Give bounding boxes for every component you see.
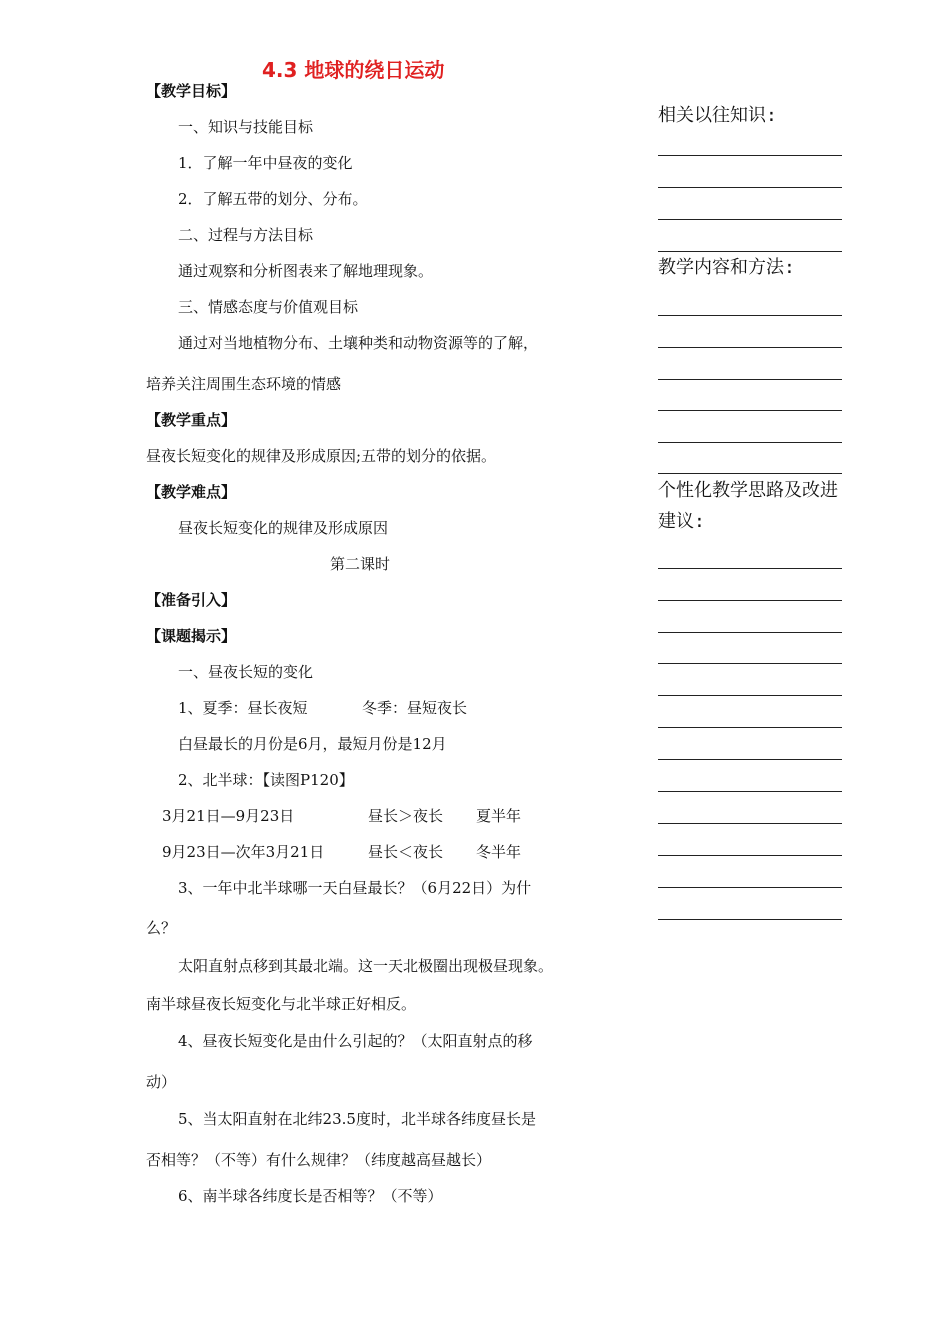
write-line: [658, 410, 842, 411]
date-range: 9月23日—次年3月21日: [162, 843, 325, 861]
write-line: [658, 379, 842, 380]
side-label-personal-ideas: 个性化教学思路及改进: [658, 480, 838, 501]
half-year-label: 夏半年: [476, 807, 522, 825]
text-line: 3、一年中北半球哪一天白昼最长？（6月22日）为什: [178, 879, 532, 897]
write-line: [658, 791, 842, 792]
write-line: [658, 887, 842, 888]
date-range: 3月21日—9月23日: [162, 807, 295, 825]
text-line: 么？: [146, 919, 177, 937]
text-line: 一、昼夜长短的变化: [178, 663, 314, 681]
text-line: 动）: [146, 1073, 177, 1091]
write-line: [658, 347, 842, 348]
side-label-suggestions: 建议:: [658, 511, 705, 532]
write-line: [658, 442, 842, 443]
text-line: 昼夜长短变化的规律及形成原因;五带的划分的依据。: [146, 447, 497, 465]
day-night-relation: 昼长＞夜长: [368, 807, 444, 825]
text-line: 1．了解一年中昼夜的变化: [178, 154, 353, 172]
half-year-label: 冬半年: [476, 843, 522, 861]
write-line: [658, 727, 842, 728]
text-line: 白昼最长的月份是6月，最短月份是12月: [178, 735, 447, 753]
text-line: 南半球昼夜长短变化与北半球正好相反。: [146, 995, 417, 1013]
write-line: [658, 632, 842, 633]
lesson-label: 第二课时: [330, 555, 391, 573]
write-line: [658, 919, 842, 920]
write-line: [658, 187, 842, 188]
text-line: 否相等？（不等）有什么规律？（纬度越高昼越长）: [146, 1151, 492, 1169]
write-line: [658, 855, 842, 856]
text-line: 1、夏季：昼长夜短: [178, 699, 308, 717]
write-line: [658, 568, 842, 569]
write-line: [658, 251, 842, 252]
text-line: 2、北半球：【读图P120】: [178, 771, 354, 789]
write-line: [658, 823, 842, 824]
heading-intro: 【准备引入】: [146, 591, 237, 609]
text-line: 三、情感态度与价值观目标: [178, 298, 359, 316]
write-line: [658, 155, 842, 156]
text-line: 冬季：昼短夜长: [362, 699, 468, 717]
write-line: [658, 473, 842, 474]
day-night-relation: 昼长＜夜长: [368, 843, 444, 861]
text-line: 6、南半球各纬度长是否相等？（不等）: [178, 1187, 443, 1205]
text-line: 昼夜长短变化的规律及形成原因: [178, 519, 389, 537]
heading-teaching-goals: 【教学目标】: [146, 82, 237, 100]
side-label-prior-knowledge: 相关以往知识:: [658, 105, 777, 126]
write-line: [658, 663, 842, 664]
text-line: 通过对当地植物分布、土壤种类和动物资源等的了解，: [178, 334, 539, 352]
text-line: 5、当太阳直射在北纬23.5度时，北半球各纬度昼长是: [178, 1110, 536, 1128]
text-line: 二、过程与方法目标: [178, 226, 314, 244]
text-line: 2．了解五带的划分、分布。: [178, 190, 368, 208]
text-line: 通过观察和分析图表来了解地理现象。: [178, 262, 434, 280]
heading-difficulties: 【教学难点】: [146, 483, 237, 501]
write-line: [658, 759, 842, 760]
heading-key-points: 【教学重点】: [146, 411, 237, 429]
text-line: 一、知识与技能目标: [178, 118, 314, 136]
document-title: 4.3 地球的绕日运动: [262, 58, 445, 82]
write-line: [658, 315, 842, 316]
write-line: [658, 219, 842, 220]
write-line: [658, 600, 842, 601]
side-label-content-methods: 教学内容和方法:: [658, 257, 795, 278]
heading-topic: 【课题揭示】: [146, 627, 237, 645]
text-line: 4、昼夜长短变化是由什么引起的？（太阳直射点的移: [178, 1032, 533, 1050]
write-line: [658, 695, 842, 696]
text-line: 培养关注周围生态环境的情感: [146, 375, 342, 393]
text-line: 太阳直射点移到其最北端。这一天北极圈出现极昼现象。: [178, 957, 554, 975]
